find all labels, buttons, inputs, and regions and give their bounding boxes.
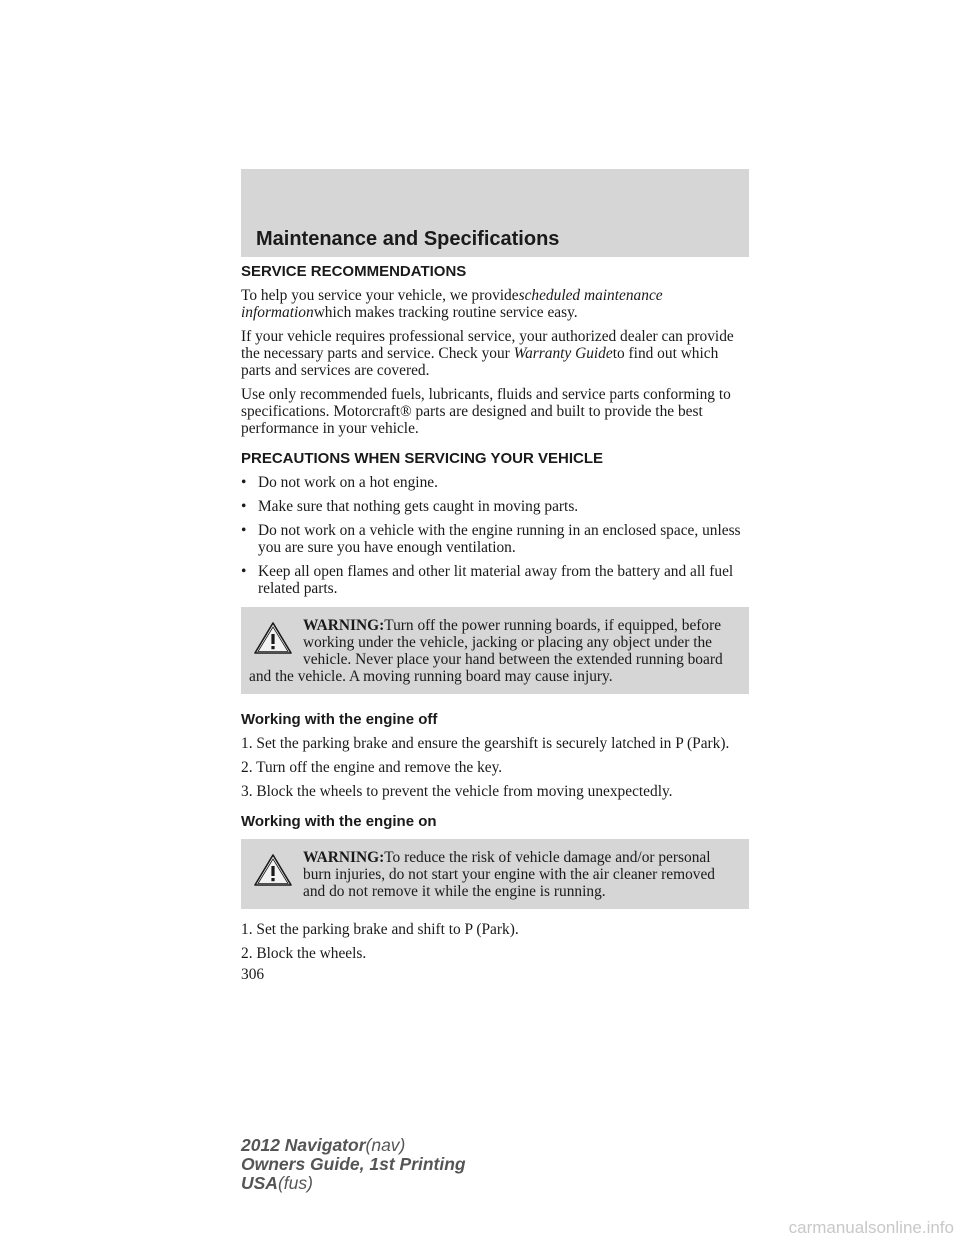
page-number: 306 — [241, 966, 265, 983]
footer-line-2: Owners Guide, 1st Printing — [241, 1154, 466, 1174]
service-p2-text-b: to find out which parts and services are covered. — [241, 345, 719, 379]
running-board-warning-box — [241, 607, 749, 694]
list-item — [241, 563, 749, 597]
service-recommendations-heading: SERVICE RECOMMENDATIONS — [241, 263, 467, 280]
document-footer — [241, 1136, 466, 1193]
list-item — [241, 522, 749, 556]
engine-off-step: 3. Block the wheels to prevent the vehicle from moving unexpectedly. — [241, 783, 673, 800]
footer-model-code: (nav) — [365, 1135, 406, 1155]
section-title: Maintenance and Specifications — [256, 228, 560, 250]
service-p1-text-b: which makes tracking routine service easy. — [313, 304, 578, 321]
engine-off-step: 1. Set the parking brake and ensure the gearshift is securely latched in P (Park). — [241, 735, 730, 752]
air-cleaner-warning-box — [241, 839, 749, 909]
list-item-text: Make sure that nothing gets caught in moving parts. — [258, 498, 579, 515]
service-p2-text-a: If your vehicle requires professional service, your authorized dealer can provide the necessary parts and service. Check your — [241, 328, 734, 362]
warning-label: WARNING: — [303, 849, 385, 866]
engine-on-step: 2. Block the wheels. — [241, 945, 367, 962]
scheduled-maintenance-term: scheduled maintenance information — [241, 287, 663, 321]
engine-off-heading: Working with the engine off — [241, 711, 438, 728]
bullet-icon: • — [241, 522, 247, 539]
precautions-heading: PRECAUTIONS WHEN SERVICING YOUR VEHICLE — [241, 450, 603, 467]
warning-text: To reduce the risk of vehicle damage and/or personal burn injuries, do not start your engine with the air cleaner removed and do not remove it while the engine is running. — [303, 849, 716, 900]
list-item — [241, 498, 749, 515]
warranty-guide-term: Warranty Guide — [513, 345, 613, 362]
engine-off-step: 2. Turn off the engine and remove the key. — [241, 759, 503, 776]
footer-line-1 — [241, 1136, 466, 1155]
footer-market: USA — [241, 1173, 278, 1193]
footer-model: 2012 Navigator — [241, 1135, 366, 1155]
bullet-icon: • — [241, 474, 247, 491]
footer-line-3 — [241, 1174, 466, 1193]
list-item — [241, 474, 749, 491]
site-watermark: carmanualsonline.info — [788, 1218, 954, 1237]
service-paragraph-2 — [241, 328, 749, 379]
footer-market-code: (fus) — [277, 1173, 313, 1193]
list-item-text: Keep all open flames and other lit material away from the battery and all fuel related parts. — [258, 563, 734, 597]
service-p1-text-a: To help you service your vehicle, we provide — [241, 287, 519, 304]
bullet-icon: • — [241, 563, 247, 580]
section-header-band — [241, 169, 749, 257]
engine-on-heading: Working with the engine on — [241, 813, 437, 830]
precautions-list — [241, 474, 749, 597]
list-item-text: Do not work on a hot engine. — [258, 474, 438, 491]
warning-triangle-icon — [253, 621, 293, 655]
warning-triangle-icon — [253, 853, 293, 887]
service-paragraph-1 — [241, 287, 749, 321]
service-paragraph-3: Use only recommended fuels, lubricants, fluids and service parts conforming to specifications. Motorcraft® parts are designed and built to provide the best performance in your vehicle. — [241, 386, 731, 437]
list-item-text: Do not work on a vehicle with the engine running in an enclosed space, unless you are sure you have enough ventilation. — [258, 522, 741, 556]
engine-on-step: 1. Set the parking brake and shift to P (Park). — [241, 921, 519, 938]
warning-label: WARNING: — [303, 617, 385, 634]
warning-text: Turn off the power running boards, if equipped, before working under the vehicle, jacking or placing any object under the vehicle. Never place your hand between the extended running board and the vehicle. A moving running board may cause injury. — [249, 617, 723, 685]
page-content — [241, 262, 749, 983]
bullet-icon: • — [241, 498, 247, 515]
